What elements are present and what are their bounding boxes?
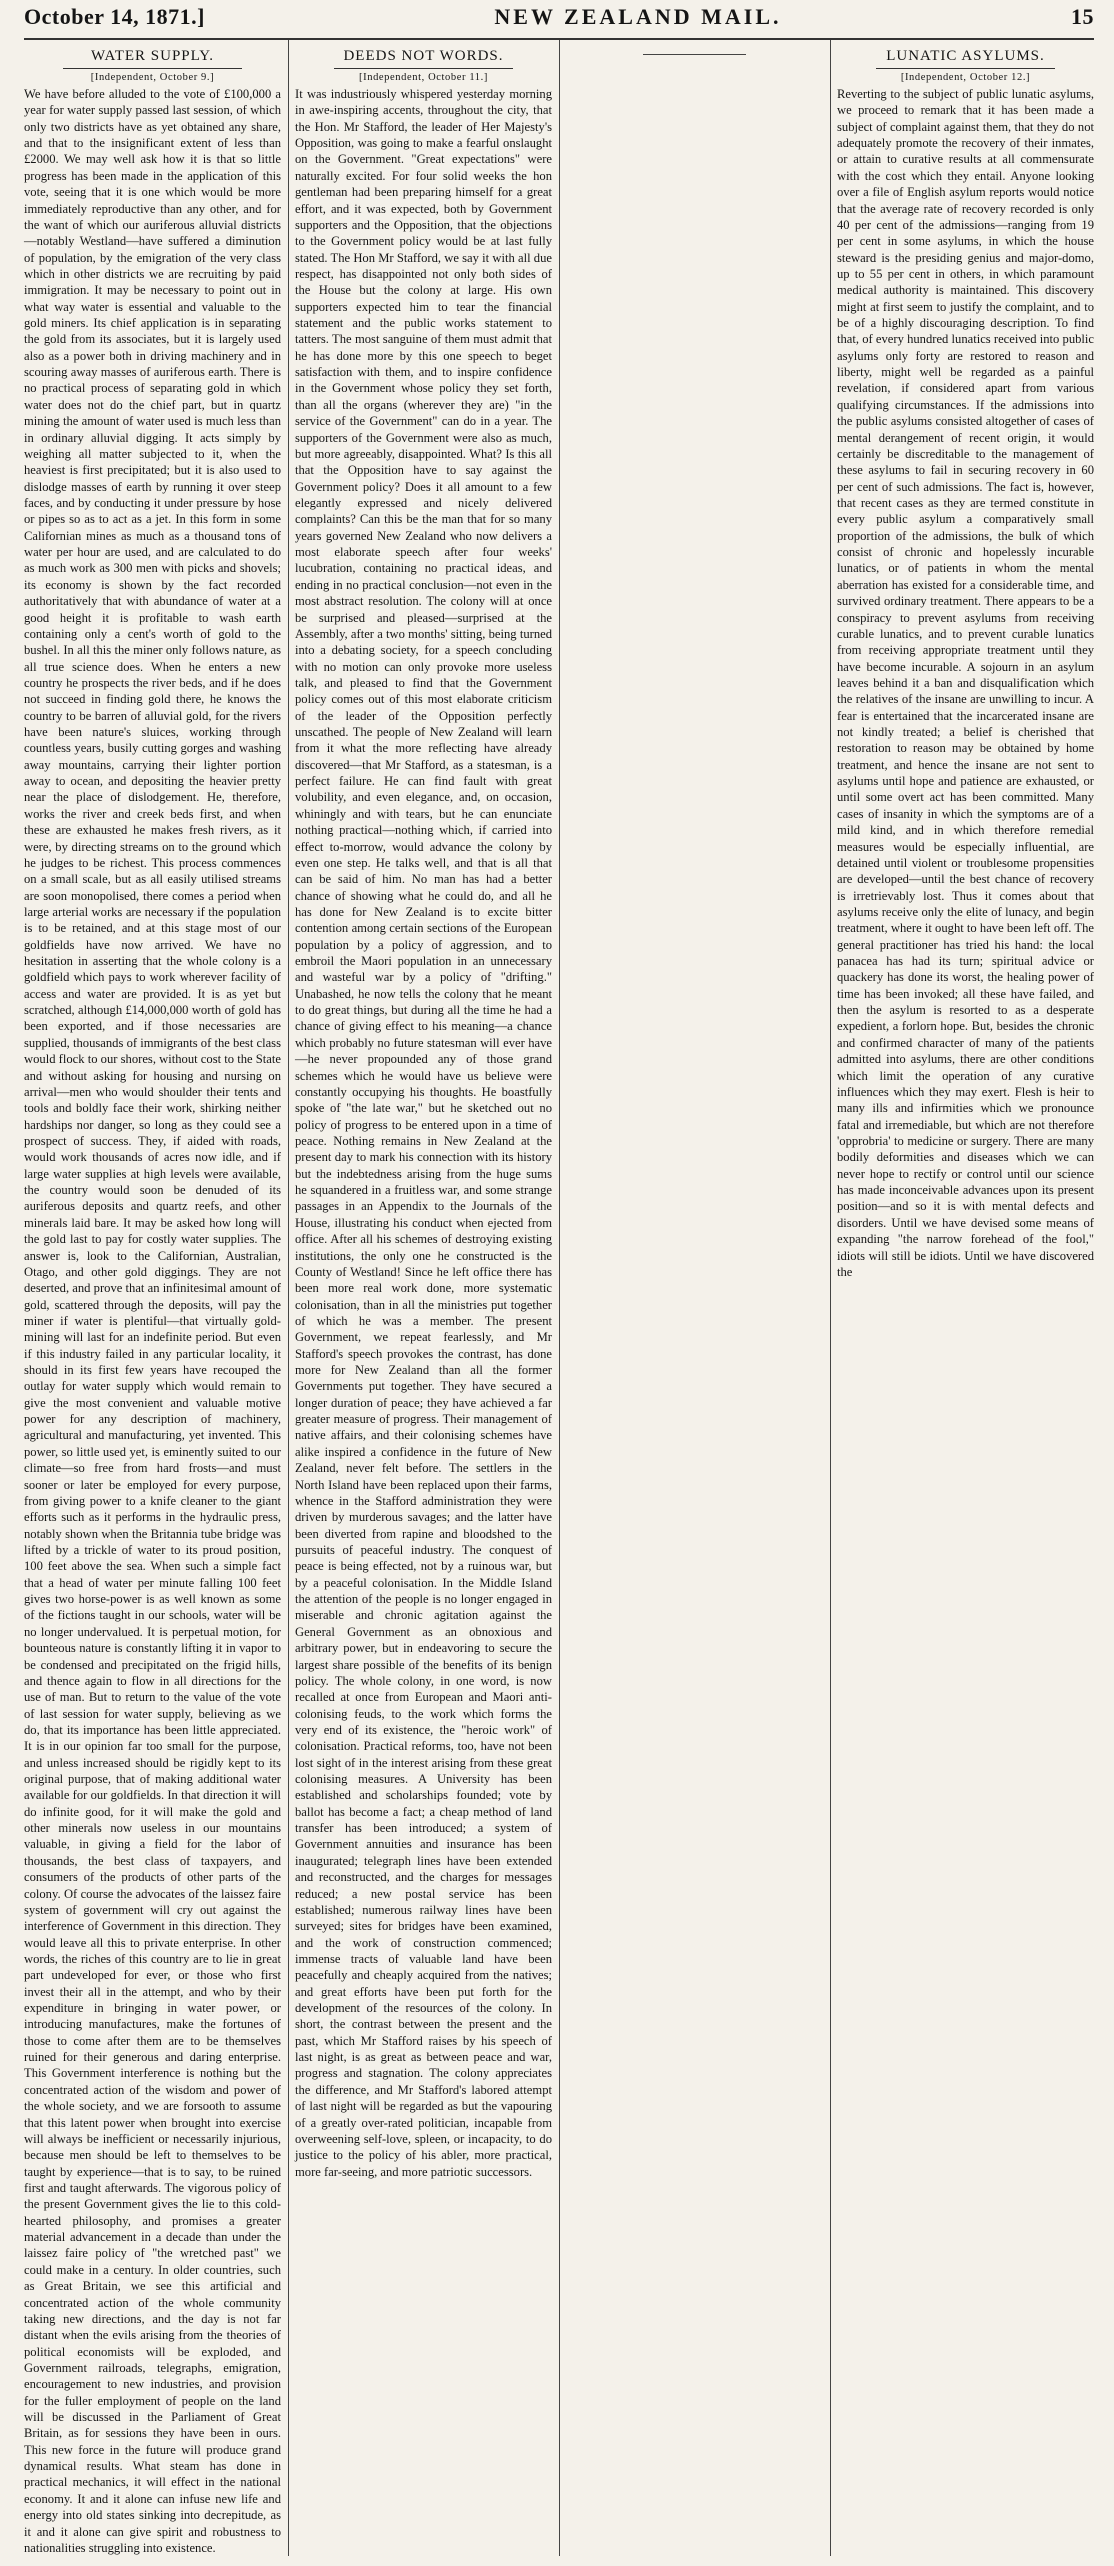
column-divider bbox=[643, 54, 746, 55]
newspaper-title: NEW ZEALAND MAIL. bbox=[494, 4, 782, 29]
column-4 bbox=[837, 40, 1094, 2556]
water-supply-source: [Independent, October 9.] bbox=[90, 72, 215, 83]
water-supply-title: WATER SUPPLY. bbox=[63, 48, 243, 69]
page-number: 15 bbox=[1071, 4, 1094, 29]
lunatic-asylums-source: [Independent, October 12.] bbox=[900, 72, 1031, 83]
article-columns bbox=[24, 40, 1094, 2555]
water-supply-body: We have before alluded to the vote of £100,000 a year for water supply passed last session, of which only two districts have as yet obtained any share, and that to the insignificant extent of less than £2000. We may well ask how it is that so little progress has been made in the application of this vote, seeing that it is one which would be more immediately reproductive than any other, and for the want of which our auriferous alluvial districts—notably Westland—have suffered a diminution of population, by the emigration of the very class which in other districts we are recruiting by paid immigration. It may be necessary to point out in what way water is essential and valuable to the gold miners. Its chief application is in separating the gold from its associates, but it is largely used also as a power both in driving machinery and in scouring away masses of auriferous earth. There is no practical process of separating gold in which water does not do the chief part, but in quartz mining the amount of water used is much less than in ordinary alluvial digging. It acts simply by weighing all matter subjected to it, when the heaviest is first precipitated; but it is also used to dislodge masses of earth by running it over steep faces, and by conducting it under pressure by hose or pipes so as to act as a jet. In this form in some Californian mines as much as a thousand tons of water per hour are used, and are calculated to do as much work as 300 men with picks and shovels; its economy is shown by the fact recorded authoritatively that with abundance of water at a good height it is profitable to wash earth containing only a cent's worth of gold to the bushel. In all this the miner only follows nature, as all true science does. When he enters a new country he prospects the river beds, and if he does not succeed in finding gold there, he knows the country to be barren of alluvial gold, for the rivers have been nature's sluices, working through countless years, busily cutting gorges and washing away mountains, carrying their lighter portion away to ocean, and depositing the heavier pretty near the place of dislodgement. He, therefore, works the river and creek beds first, and when these are exhausted he makes fresh rivers, as it were, by directing streams on to the ground which he judges to be richest. This process commences on a small scale, but as all easily utilised streams are soon monopolised, there comes a period when large arterial works are necessary if the population is to be retained, and at this stage most of our goldfields have now arrived. We have no hesitation in asserting that the whole colony is a goldfield which pays to work wherever facility of access and water are provided. It is as yet but scratched, although £14,000,000 worth of gold has been exported, and if those necessaries are supplied, thousands of immigrants of the best class would flock to our shores, without cost to the State and without asking for housing and nursing on arrival—men who would shoulder their tents and tools and boldly face their work, shirking neither hardships nor danger, so long as they could see a prospect of success. They, if aided with roads, would work thousands of acres now idle, and if large water supplies at high levels were available, the country would soon be denuded of its auriferous deposits and quartz reefs, and other minerals laid bare. It may be asked how long will the gold last to pay for costly water supplies. The answer is, look to the Californian, Australian, Otago, and other gold diggings. They are not deserted, and prove that an infinitesimal amount of gold, scattered through the deposits, will pay the miner if water is plentiful—that virtually gold-mining will last for an indefinite period. But even if this industry failed in any particular locality, it should in its first few years have recouped the outlay for water supply which would remain to give the most convenient and valuable motive power for any description of machinery, agricultural and manufacturing, yet invented. This power, so little used yet, is eminently suited to our climate—so free from hard frosts—and must sooner or later be employed for every purpose, from giving power to a knife cleaner to the giant efforts such as it performs in the hydraulic press, notably shown when the Britannia tube bridge was lifted by a trickle of water to its proud position, 100 feet above the sea. When such a simple fact that a head of water per minute falling 100 feet gives two horse-power is as well known as some of the fictions taught in our schools, water will be no longer undervalued. It is perpetual motion, for bounteous nature is constantly lifting it in vapor to be condensed and precipitated on the frigid hills, and thence again to flow in all directions for the use of man. But to return to the value of the vote of last session for water supply, believing as we do, that its importance has been little appreciated. It is in our opinion far too small for the purpose, and unless increased should be rigidly kept to its original purpose, that of making additional water available for our goldfields. In that direction it will do infinite good, for it will make the gold and other minerals now useless in our mountains valuable, in giving a field for the labor of thousands, the best class of taxpayers, and consumers of the products of other parts of the colony. Of course the advocates of the laissez faire system of government will cry out against the interference of Government in this direction. They would leave all this to private enterprise. In other words, the riches of this country are to lie in great part undeveloped for ever, or those who first invest their all in the attempt, and who by their expenditure in bringing in water power, or introducing manufactures, make the fortunes of those to come after them are to be themselves ruined for their generous and daring enterprise. This Government interference is nothing but the concentrated action of the wisdom and power of the whole society, and we are forsooth to assume that this latent power when brought into exercise will always be inefficient or necessarily injurious, because men should be left to themselves to be taught by experience—that is to say, to be ruined first and taught afterwards. The vigorous policy of the present Government gives the lie to this cold-hearted philosophy, and promises a greater material advancement in a decade than under the laissez faire policy of "the wretched past" we could make in a century. In older countries, such as Great Britain, we see this artificial and concentrated action of the whole community taking new directions, and the day is not far distant when the evils arising from the theories of political economists will be exploded, and Government railroads, telegraphs, emigration, encouragement to new industries, and provision for the fuller employment of people on the land will be discussed in the Parliament of Great Britain, as for sessions they have been in ours. This new force in the future will produce grand dynamical results. What steam has done in practical mechanics, it will effect in the national economy. It and it alone can infuse new life and energy into old states sinking into decrepitude, as it and it alone can give spirit and robustness to nationalities struggling into existence. bbox=[24, 87, 281, 2555]
issue-date: October 14, 1871.] bbox=[24, 4, 205, 29]
deeds-not-words-source: [Independent, October 11.] bbox=[359, 72, 488, 83]
column-2 bbox=[295, 40, 552, 2556]
column-3 bbox=[566, 40, 823, 2556]
masthead bbox=[24, 0, 1094, 40]
lunatic-asylums-body: Reverting to the subject of public lunatic asylums, we proceed to remark that it has been made a subject of complaint against them, that they do not adequately promote the recovery of their inmates, or attain to curative results at all commensurate with the cost which they entail. Anyone looking over a file of English asylum reports would notice that the average rate of recovery recorded is only 40 per cent of the admissions—ranging from 19 per cent in some asylums, in which the house steward is the presiding genius and major-domo, up to 55 per cent in others, in which paramount medical authority is maintained. This discovery might at first seem to justify the complaint, and to be of a highly discouraging description. To find that, of every hundred lunatics received into public asylums only forty are restored to reason and liberty, might well be regarded as a painful revelation, if considered apart from various qualifying circumstances. If the admissions into the public asylums consisted altogether of cases of mental derangement of recent origin, it would certainly be discreditable to the management of these asylums to fail in securing recovery in 60 per cent of such admissions. The fact is, however, that recent cases as they are termed constitute in every public asylum a comparatively small proportion of the admissions, the bulk of which consist of chronic and hopelessly incurable lunatics, or of patients in whom the mental aberration has existed for a considerable time, and survived ordinary treatment. There appears to be a conspiracy to prevent asylums from receiving curable lunatics, and to prevent curable lunatics from receiving appropriate treatment until they have become incurable. A sojourn in an asylum leaves behind it a ban and disqualification which the relatives of the insane are unwilling to incur. A fear is entertained that the incarcerated insane are not kindly treated; a belief is cherished that restoration to reason may be obtained by home treatment, and hence the insane are not sent to asylums until hope and patience are exhausted, or until some overt act has been committed. Many cases of insanity in which the symptoms are of a mild kind, and in which therefore remedial measures would be especially influential, are detained until violent or troublesome propensities are developed—until the best chance of recovery is irretrievably lost. Thus it comes about that asylums receive only the elite of lunacy, and begin treatment, where it ought to have been left off. The general practitioner has tried his hand: the local panacea has had its turn; spiritual advice or quackery has done its worst, the healing power of time has been invoked; all these have failed, and then the asylum is resorted to as a desperate expedient, a forlorn hope. But, besides the chronic and confirmed character of many of the patients admitted into asylums, there are other conditions which limit the operation of any curative influences which they may exert. Flesh is heir to many ills and infirmities which we pronounce fatal and irremediable, but which are not therefore 'opprobria' to medicine or surgery. There are many bodily deformities and diseases which we can never hope to rectify or control until our science has made inconceivable advances upon its present position—and so it is with mental defects and disorders. Until we have devised some means of expanding "the narrow forehead of the fool," idiots will still be idiots. Until we have discovered the bbox=[837, 87, 1094, 1279]
column-1 bbox=[24, 40, 281, 2556]
deeds-not-words-title: DEEDS NOT WORDS. bbox=[334, 48, 514, 69]
lunatic-asylums-title: LUNATIC ASYLUMS. bbox=[876, 48, 1056, 69]
deeds-not-words-body: It was industriously whispered yesterday morning in awe-inspiring accents, throughout the city, that the Hon. Mr Stafford, the leader of Her Majesty's Opposition, was going to make a fearful onslaught on the Government. "Great expectations" were naturally excited. For four solid weeks the hon gentleman had been preparing himself for a great effort, and it was expected, both by Government supporters and the Opposition, that the objections to the Government policy would be at last fully stated. The Hon Mr Stafford, we say it with all due respect, has disappointed not only both sides of the House but the colony at large. His own supporters expected him to tear the financial statement and the public works statement to tatters. The most sanguine of them must admit that he has done more by this one speech to beget satisfaction with them, and to inspire confidence in the Government whose policy they set forth, than all the organs (wherever they are) "in the service of the Government" can do in a year. The supporters of the Government were also as much, but more agreeably, disappointed. What? Is this all that the Opposition have to say against the Government policy? Does it all amount to a few elegantly expressed and nicely delivered complaints? Can this be the man that for so many years governed New Zealand who now delivers a most elaborate speech after four weeks' lucubration, containing no practical ideas, and ending in no practical conclusion—not even in the most abstract resolution. The colony will at once be surprised and pleased—surprised at the Assembly, after a two months' sitting, being turned into a debating society, for a speech concluding with no motion can only provoke more useless talk, and pleased to find that the Government policy comes out of this most elaborate criticism of the leader of the Opposition perfectly unscathed. The people of New Zealand will learn from it what the more reflecting have already discovered—that Mr Stafford, as a statesman, is a perfect failure. He can find fault with great volubility, and even elegance, and, on occasion, whiningly and with tears, but he can enunciate nothing practical—nothing which, if carried into effect to-morrow, would advance the colony by even one step. He talks well, and that is all that can be said of him. No man has had a better chance of showing what he could do, and all he has done for New Zealand is to excite bitter contention among certain sections of the European population by a policy of aggression, and to embroil the Maori population in an unnecessary and wasteful war by a policy of "drifting." Unabashed, he now tells the colony that he meant to do great things, but during all the time he had a chance of giving effect to his meaning—a chance which probably no future statesman will ever have—he never propounded any of those grand schemes which he would have us believe were constantly occupying his thoughts. He boastfully spoke of "the late war," but he sketched out no policy of progress to be entered upon in a time of peace. Nothing remains in New Zealand at the present day to mark his connection with its history but the indebtedness arising from the huge sums he squandered in a fruitless war, and some strange passages in an Appendix to the Journals of the House, illustrating his conduct when ejected from office. After all his schemes of destroying existing institutions, the only one he constructed is the County of Westland! Since he left office there has been more real work done, more systematic colonisation, than in all the ministries put together of which he was a member. The present Government, we repeat fearlessly, and Mr Stafford's speech provokes the contrast, has done more for New Zealand than all the former Governments put together. They have secured a longer duration of peace; they have achieved a far greater measure of progress. Their management of native affairs, and their colonising schemes have alike inspired a confidence in the future of New Zealand, never felt before. The settlers in the North Island have been replaced upon their farms, whence in the Stafford administration they were driven by murderous savages; and the latter have been diverted from rapine and bloodshed to the pursuits of peaceful industry. The conquest of peace is being effected, not by a ruinous war, but by a peaceful colonisation. In the Middle Island the attention of the people is no longer engaged in miserable and chronic agitation against the General Government as an obnoxious and arbitrary power, but in endeavoring to secure the largest share possible of the benefits of its benign policy. The whole colony, in one word, is now recalled at once from European and Maori anti-colonising feuds, to the work which forms the very end of its existence, the "heroic work" of colonisation. Practical reforms, too, have not been lost sight of in the interest arising from these great colonising measures. A University has been established and scholarships founded; vote by ballot has become a fact; a cheap method of land transfer has been introduced; a system of Government annuities and insurance has been inaugurated; telegraph lines have been extended and reconstructed, and the charges for messages reduced; a new postal service has been established; numerous railway lines have been surveyed; sites for bridges have been examined, and the work of construction commenced; immense tracts of valuable land have been peacefully and cheaply acquired from the natives; and great efforts have been put forth for the development of the resources of the colony. In short, the contrast between the present and the past, which Mr Stafford raises by his speech of last night, is as great as between peace and war, progress and stagnation. The colony appreciates the difference, and Mr Stafford's labored attempt of last night will be regarded as but the vapouring of a greatly over-rated politician, incapable from overweening self-love, spleen, or incapacity, to do justice to the policy of his abler, more practical, more far-seeing, and more patriotic successors. bbox=[295, 87, 552, 2179]
